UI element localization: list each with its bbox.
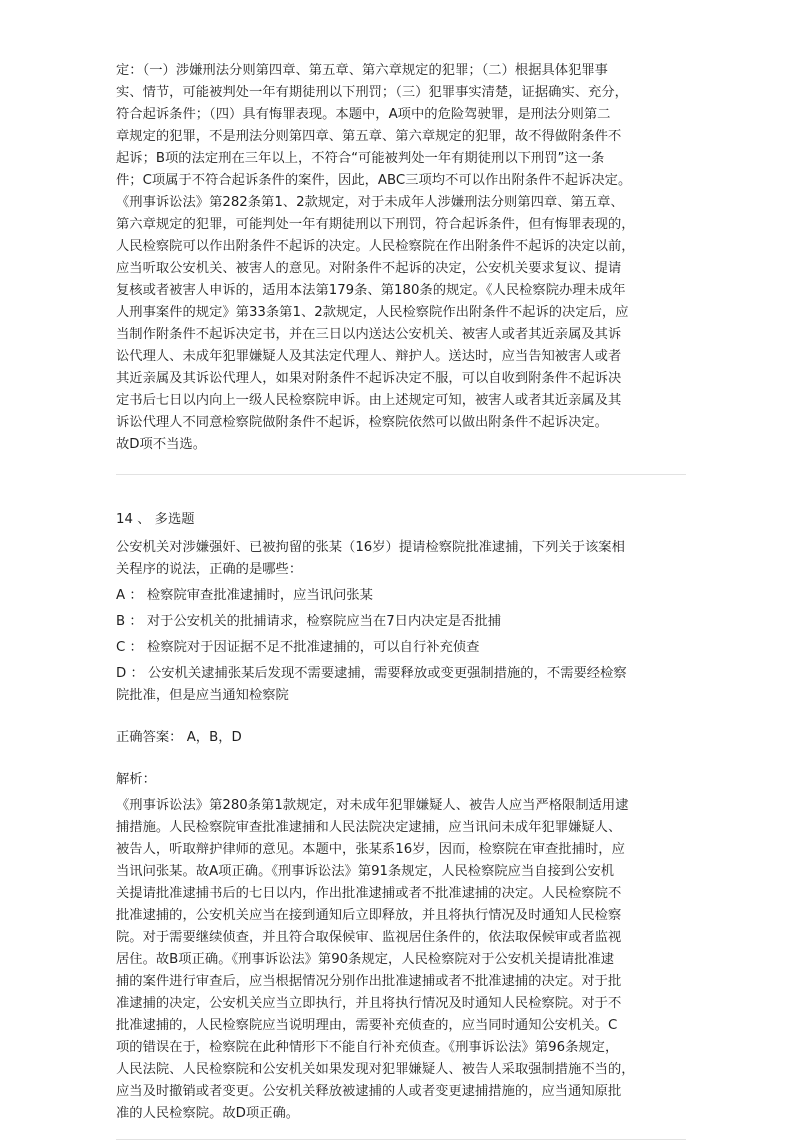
analysis-text: 《刑事诉讼法》第280条第1款规定，对未成年犯罪嫌疑人、被告人应当严格限制适用逮 捕措施。人民检察院审查批准逮捕和人民法院决定逮捕，应当讯问未成年犯罪嫌疑人、 被告人，听取辩护律师的意见。本题中，张某系16岁，因而，检察院在审查批捕时，应 当讯问张某。故A项正确。《刑事诉讼法》第91条规定，人民检察院应当自接到公安机 关提请批准逮捕书后的七日以内，作出批准逮捕或者不批准逮捕的决定。人民检察院不 批准逮捕的，公安机关应当在接到通知后立即释放，并且将执行情况及时通知人民检察 院。对于需要继续侦查，并且符合取保候审、监视居住条件的，依法取保候审或者监视 居住。故B项正确。《刑事诉讼法》第90条规定，人民检察院对于公安机关提请批准逮 捕的案件进行审查后，应当根据情况分别作出批准逮捕或者不批准逮捕的决定。对于批 准逮捕的决定，公安机关应当立即执行，并且将执行情况及时通知人民检察院。对于不 批准逮捕的，人民检察院应当说明理由，需要补充侦查的，应当同时通知公安机关。C 项的错误在于，检察院在此种情形下不能自行补充侦查。《刑事诉讼法》第96条规定， 人民法院、人民检察院和公安机关如果发现对犯罪嫌疑人、被告人采取强制措施不当的， 应当及时撤销或者变更。公安机关释放被逮捕的人或者变更逮捕措施的，应当通知原批 准的人民检察院。故D项正确。 [116, 798, 635, 1121]
previous-analysis-paragraph: 定：（一）涉嫌刑法分则第四章、第五章、第六章规定的犯罪；（二）根据具体犯罪事 实、情节，可能被判处一年有期徒刑以下刑罚；（三）犯罪事实清楚，证据确实、充分， 符合起诉条件；（四）具有悔罪表现。本题中，A项中的危险驾驶罪，是刑法分则第二 章规定的犯罪，不是刑法分则第四章、第五章、第六章规定的犯罪，故不得做附条件不 起诉；B项的法定刑在三年以上，不符合“可能被判处一年有期徒刑以下刑罚”这一条 件；C项属于不符合起诉条件的案件，因此，ABC三项均不可以作出附条件不起诉决定。 《刑事诉讼法》第282条第1、2款规定，对于未成年人涉嫌刑法分则第四章、第五章、 第六章规定的犯罪，可能判处一年有期徒刑以下刑罚，符合起诉条件，但有悔罪表现的， 人民检察院可以作出附条件不起诉的决定。人民检察院在作出附条件不起诉的决定以前， 应当听取公安机关、被害人的意见。对附条件不起诉的决定，公安机关要求复议、提请 复核或者被害人申诉的，适用本法第179条、第180条的规定。《人民检察院办理未成年 人刑事案件的规定》第33条第1、2款规定，人民检察院作出附条件不起诉的决定后，应 当制作附条件不起诉决定书，并在三日以内送达公安机关、被害人或者其近亲属及其诉 讼代理人、未成年犯罪嫌疑人及其法定代理人、辩护人。送达时，应当告知被害人或者 其近亲属及其诉讼代理人，如果对附条件不起诉决定不服，可以自收到附条件不起诉决 定书后七日以内向上一级人民检察院申诉。由上述规定可知，被害人或者其近亲属及其 诉讼代理人不同意检察院做附条件不起诉，检察院依然可以做出附条件不起诉决定。 故D项不当选。 [116, 63, 635, 452]
document-page [116, 60, 686, 1140]
option-c: C ： 检察院对于因证据不足不批准逮捕的，可以自行补充侦查 [116, 640, 480, 655]
option-b: B ： 对于公安机关的批捕请求，检察院应当在7日内决定是否批捕 [116, 614, 502, 629]
section-divider [116, 474, 686, 475]
question-stem: 公安机关对涉嫌强奸、已被拘留的张某（16岁）提请检察院批准逮捕，下列关于该案相 关程序的说法，正确的是哪些： [116, 540, 625, 577]
option-d: D ： 公安机关逮捕张某后发现不需要逮捕，需要释放或变更强制措施的，不需要经检察 院批准，但是应当通知检察院 [116, 666, 627, 703]
correct-answer: 正确答案： A，B，D [116, 730, 242, 745]
question-header: 14 、 多选题 [116, 512, 195, 527]
option-a: A ： 检察院审查批准逮捕时，应当讯问张某 [116, 588, 373, 603]
analysis-label: 解析： [116, 772, 156, 787]
